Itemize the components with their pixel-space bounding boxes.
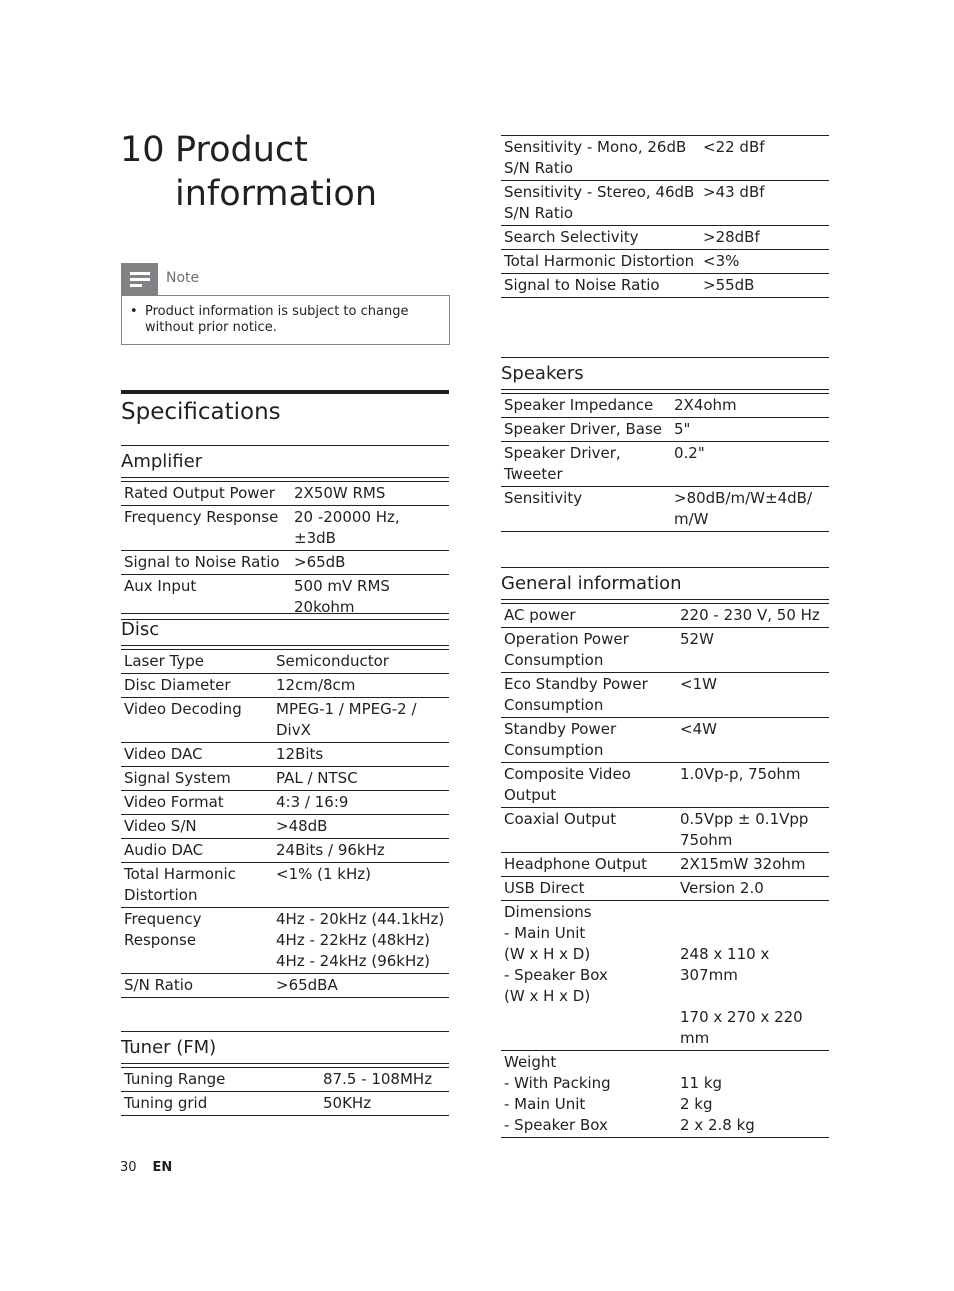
tuner-continued-section (501, 132, 829, 298)
spec-row (501, 250, 829, 274)
spec-value: <3% (703, 252, 740, 270)
spec-label: Sensitivity - Stereo, 46dB S/N Ratio (504, 183, 695, 222)
general-heading: General information (501, 567, 829, 600)
spec-row (501, 877, 829, 901)
spec-label: Sensitivity (504, 489, 583, 507)
spec-value: 5" (674, 420, 691, 438)
spec-value: <1W (680, 675, 717, 693)
spec-label: Standby Power Consumption (504, 720, 617, 759)
note-frame (121, 295, 450, 345)
note-icon (121, 263, 158, 296)
speakers-heading: Speakers (501, 357, 829, 390)
spec-value: PAL / NTSC (276, 769, 358, 787)
spec-value: 2X15mW 32ohm (680, 855, 806, 873)
spec-row (121, 908, 449, 974)
bullet: • (130, 304, 138, 319)
spec-label: Signal to Noise Ratio (124, 553, 280, 571)
spec-label: Weight - With Packing - Main Unit - Speaker Box (504, 1053, 611, 1134)
chapter-number: 10 (120, 130, 165, 170)
disc-heading: Disc (121, 613, 449, 646)
note-item (130, 304, 430, 336)
spec-label: Composite Video Output (504, 765, 631, 804)
specifications-title: Specifications (121, 399, 281, 425)
spec-row (501, 418, 829, 442)
disc-section (121, 613, 449, 998)
spec-value: 2X4ohm (674, 396, 737, 414)
section-rule (121, 390, 449, 394)
spec-label: Sensitivity - Mono, 26dB S/N Ratio (504, 138, 687, 177)
spec-label: Frequency Response (124, 910, 202, 949)
spec-value: 12cm/8cm (276, 676, 356, 694)
spec-value: 248 x 110 x 307mm 170 x 270 x 220 mm (680, 945, 803, 1047)
spec-value: Version 2.0 (680, 879, 764, 897)
spec-row (121, 698, 449, 743)
spec-value: >48dB (276, 817, 328, 835)
spec-value: 24Bits / 96kHz (276, 841, 385, 859)
spec-row (121, 767, 449, 791)
spec-label: Video Decoding (124, 700, 242, 718)
spec-label: Total Harmonic Distortion (124, 865, 236, 904)
spec-label: Dimensions - Main Unit (W x H x D) - Speaker Box (W x H x D) (504, 903, 608, 1005)
spec-label: Aux Input (124, 577, 197, 595)
spec-value: 1.0Vp-p, 75ohm (680, 765, 801, 783)
spec-label: Headphone Output (504, 855, 648, 873)
spec-value: <22 dBf (703, 138, 765, 156)
spec-row (501, 763, 829, 808)
spec-row (121, 974, 449, 998)
spec-row (121, 815, 449, 839)
spec-row (501, 1051, 829, 1138)
spec-label: Laser Type (124, 652, 204, 670)
spec-value: 20 -20000 Hz, ±3dB (294, 508, 400, 547)
spec-row (121, 863, 449, 908)
speakers-section (501, 357, 829, 532)
spec-value: 11 kg 2 kg 2 x 2.8 kg (680, 1074, 755, 1134)
spec-row (121, 791, 449, 815)
spec-value: >28dBf (703, 228, 760, 246)
spec-label: Video Format (124, 793, 224, 811)
spec-row (501, 808, 829, 853)
spec-row (501, 226, 829, 250)
spec-label: Eco Standby Power Consumption (504, 675, 648, 714)
spec-value: 12Bits (276, 745, 324, 763)
spec-row (121, 674, 449, 698)
spec-value: 0.2" (674, 444, 705, 462)
spec-value: 50KHz (323, 1094, 372, 1112)
spec-row (121, 650, 449, 674)
note-text: Product information is subject to change without prior notice. (145, 304, 409, 335)
spec-row (501, 274, 829, 298)
spec-row (501, 181, 829, 226)
spec-value: >43 dBf (703, 183, 765, 201)
tuner-section (121, 1031, 449, 1116)
spec-row (501, 718, 829, 763)
spec-value: 500 mV RMS 20kohm (294, 577, 390, 616)
spec-row (121, 1068, 449, 1092)
spec-row (501, 628, 829, 673)
spec-row (121, 551, 449, 575)
general-table (501, 603, 829, 1138)
spec-label: Coaxial Output (504, 810, 617, 828)
spec-label: Tuning Range (124, 1070, 226, 1088)
spec-value: 52W (680, 630, 714, 648)
spec-value: >65dBA (276, 976, 338, 994)
disc-table (121, 649, 449, 998)
spec-row (121, 743, 449, 767)
spec-label: Speaker Driver, Tweeter (504, 444, 621, 483)
spec-row (501, 604, 829, 628)
general-section (501, 567, 829, 1138)
amplifier-section (121, 445, 449, 620)
spec-label: AC power (504, 606, 576, 624)
spec-label: Video DAC (124, 745, 203, 763)
spec-row (501, 673, 829, 718)
spec-label: Signal System (124, 769, 231, 787)
spec-label: Audio DAC (124, 841, 204, 859)
spec-label: Rated Output Power (124, 484, 275, 502)
spec-label: Speaker Driver, Base (504, 420, 662, 438)
spec-value: Semiconductor (276, 652, 389, 670)
spec-label: Disc Diameter (124, 676, 231, 694)
spec-label: Tuning grid (124, 1094, 208, 1112)
spec-label: Signal to Noise Ratio (504, 276, 660, 294)
note-label: Note (166, 270, 200, 286)
spec-value: 2X50W RMS (294, 484, 386, 502)
spec-row (501, 901, 829, 1051)
tuner-continued-table (501, 135, 829, 298)
spec-row (501, 442, 829, 487)
spec-row (121, 506, 449, 551)
note-box (121, 263, 450, 345)
spec-row (501, 487, 829, 532)
spec-row (121, 839, 449, 863)
tuner-heading: Tuner (FM) (121, 1031, 449, 1064)
amplifier-table (121, 481, 449, 620)
spec-value: 4:3 / 16:9 (276, 793, 349, 811)
spec-value: 0.5Vpp ± 0.1Vpp 75ohm (680, 810, 809, 849)
spec-row (501, 136, 829, 181)
spec-value: 87.5 - 108MHz (323, 1070, 433, 1088)
chapter-title: Product information (175, 130, 378, 214)
spec-label: Frequency Response (124, 508, 279, 526)
spec-label: Search Selectivity (504, 228, 639, 246)
tuner-table (121, 1067, 449, 1116)
spec-label: Operation Power Consumption (504, 630, 629, 669)
spec-value: >80dB/m/W±4dB/ m/W (674, 489, 812, 528)
spec-label: Video S/N (124, 817, 197, 835)
spec-value: 220 - 230 V, 50 Hz (680, 606, 820, 624)
spec-row (501, 394, 829, 418)
spec-row (121, 482, 449, 506)
spec-value: MPEG-1 / MPEG-2 / DivX (276, 700, 417, 739)
spec-value: <1% (1 kHz) (276, 865, 371, 883)
page-number: 30 (120, 1160, 137, 1175)
spec-label: Speaker Impedance (504, 396, 654, 414)
spec-label: USB Direct (504, 879, 585, 897)
spec-row (121, 1092, 449, 1116)
language-code: EN (152, 1160, 173, 1175)
spec-value: 4Hz - 20kHz (44.1kHz) 4Hz - 22kHz (48kHz) 4Hz - 24kHz (96kHz) (276, 910, 445, 970)
amplifier-heading: Amplifier (121, 445, 449, 478)
spec-row (501, 853, 829, 877)
page-footer (120, 1160, 172, 1175)
spec-value: >65dB (294, 553, 346, 571)
spec-label: S/N Ratio (124, 976, 194, 994)
speakers-table (501, 393, 829, 532)
spec-value: >55dB (703, 276, 755, 294)
spec-label: Total Harmonic Distortion (504, 252, 695, 270)
spec-value: <4W (680, 720, 717, 738)
